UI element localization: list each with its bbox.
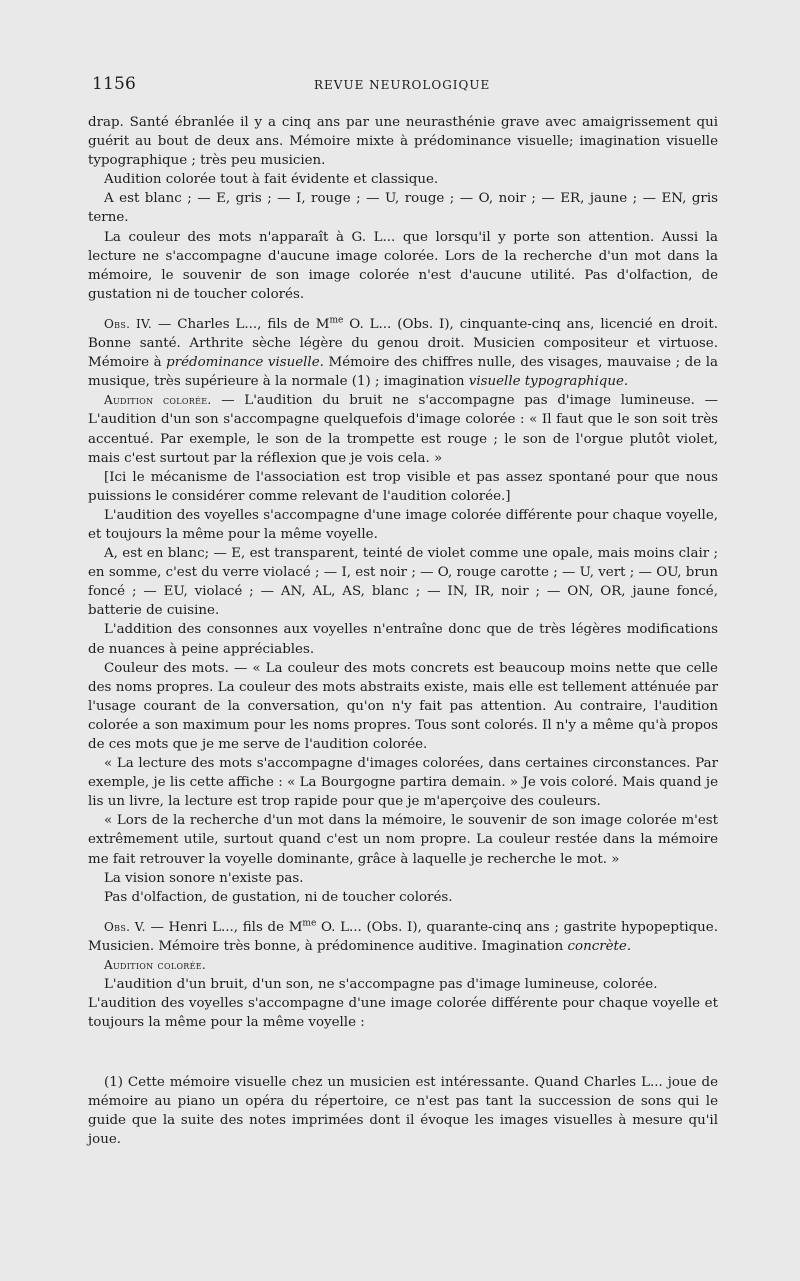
paragraph: Couleur des mots. — « La couleur des mots concrets est beaucoup moins nette que celle des noms propres. La couleur des mots abstraits existe, mais elle est tellement atténuée par l'usage courant de la conversation, qu'on n'y fait pas attention. Au contraire, l'audition colorée a son maximum pour les noms propres. Tous sont colorés. Il n'y a même qu'à propos de ces mots que je me serve de l'audition colorée. [88,660,718,752]
paragraph: L'audition des voyelles s'accompagne d'une image colorée différente pour chaque voyelle et toujours la même pour la même voyelle : [88,996,718,1031]
observation-iv: Obs. IV. — Charles L..., fils de $M^{me}$ O. L... (Obs. I), cinquante-cinq ans, licencié en droit. Bonne santé. Arthrite sèche légère du genou droit. Musicien compositeur et virtuose. Mémoire à prédominance visuelle. Mémoire des chiffres nulle, des visages, mauvaise ; de la musique, très supérieure à la normale (1) ; imagination visuelle typographique. [88,315,719,390]
paragraph: L'audition d'un bruit, d'un son, ne s'accompagne pas d'image lumineuse, colorée. [104,977,658,993]
paragraph: [Ici le mécanisme de l'association est trop visible et pas assez spontané pour que nous puissions le considérer comme relevant de l'audition colorée.] [88,469,718,504]
paragraph: Audition colorée. — L'audition du bruit ne s'accompagne pas d'image lumineuse. — L'audition d'un son s'accompagne quelquefois d'image colorée : « Il faut que le son soit très accentué. Par exemple, le son de la trompette est rouge ; le son de l'orgue plutôt violet, mais c'est surtout par la réflexion que je vois cela. » [88,393,718,466]
paragraph: La vision sonore n'existe pas. [104,870,304,886]
paragraph: Pas d'olfaction, de gustation, ni de toucher colorés. [104,889,453,905]
paragraph: A, est en blanc; — E, est transparent, teinté de violet comme une opale, mais moins clair ; en somme, c'est du verre violacé ; — I, est noir ; — O, rouge carotte ; — U, vert ; — OU, brun foncé ; — EU, violacé ; — AN, AL, AS, blanc ; — IN, IR, noir ; — ON, OR, jaune foncé, batterie de cuisine. [88,546,718,619]
observation-label: Obs. IV. [104,316,153,331]
paragraph: L'addition des consonnes aux voyelles n'entraîne donc que de très légères modifications de nuances à peine appréciables. [88,622,718,657]
footnote-text: (1) Cette mémoire visuelle chez un musicien est intéressante. Quand Charles L... joue de mémoire au piano un opéra du répertoire, ce n'est pas tant la succession de sons qui le guide que la suite des notes imprimées dont il évoque les images visuelles à mesure qu'il joue. [88,1075,718,1148]
running-title: REVUE NEUROLOGIQUE [314,78,491,92]
observation-v: Obs. V. — Henri L..., fils de $M^{me}$ O. L... (Obs. I), quarante-cinq ans ; gastrite hypopeptique. Musicien. Mémoire très bonne, à prédominence auditive. Imagination concrète. [88,918,718,954]
section-label: Audition colorée. [104,958,207,973]
section-label: Audition colorée. [104,393,212,408]
paragraph: drap. Santé ébranlée il y a cinq ans par une neurasthénie grave avec amaigrissement qui guérit au bout de deux ans. Mémoire mixte à prédominance visuelle; imagination visuelle typographique ; très peu musicien. [88,115,718,169]
paragraph: « La lecture des mots s'accompagne d'images colorées, dans certaines circonstances. Par exemple, je lis cette affiche : « La Bourgogne partira demain. » Je vois coloré. Mais quand je lis un livre, la lecture est trop rapide pour que je m'aperçoive des couleurs. [88,756,718,810]
paragraph: A est blanc ; — E, gris ; — I, rouge ; — U, rouge ; — O, noir ; — ER, jaune ; — EN, gris terne. [88,191,718,226]
page-number: 1156 [92,74,137,94]
paragraph: L'audition des voyelles s'accompagne d'une image colorée différente pour chaque voyelle, et toujours la même pour la même voyelle. [88,507,718,542]
article-body [88,113,718,1032]
paragraph: « Lors de la recherche d'un mot dans la mémoire, le souvenir de son image colorée m'est extrêmement utile, surtout quand c'est un nom propre. La couleur restée dans la mémoire me fait retrouver la voyelle dominante, grâce à laquelle je recherche le mot. » [88,813,718,867]
footnote [88,1073,718,1149]
paragraph: La couleur des mots n'apparaît à G. L... que lorsqu'il y porte son attention. Aussi la lecture ne s'accompagne d'aucune image colorée. Lors de la recherche d'un mot dans la mémoire, le souvenir de son image colorée n'est d'aucune utilité. Pas d'olfaction, de gustation ni de toucher colorés. [88,229,718,302]
paragraph: Audition colorée tout à fait évidente et classique. [104,172,439,188]
observation-label: Obs. V. [104,919,146,934]
page-header [92,74,722,96]
